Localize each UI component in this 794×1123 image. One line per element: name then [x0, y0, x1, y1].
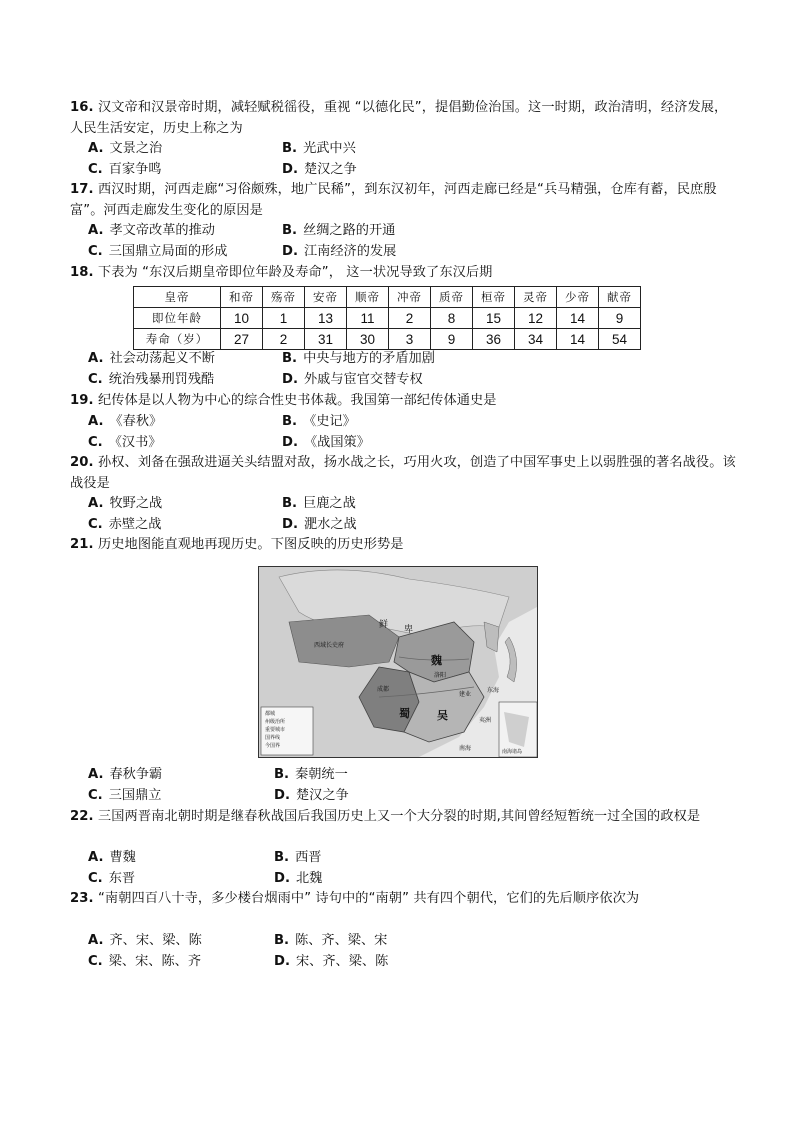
option-b[interactable]: B. 《史记》: [282, 414, 356, 429]
table-cell: 桓帝: [473, 287, 515, 308]
map-label: 蜀: [399, 707, 410, 720]
option-c[interactable]: C. 赤壁之战: [88, 517, 162, 532]
map-label: 夷洲: [479, 717, 492, 724]
option-d[interactable]: D. 楚汉之争: [282, 162, 357, 177]
table-row: [134, 308, 641, 329]
option-c[interactable]: C. 《汉书》: [88, 435, 162, 450]
question-18: [70, 263, 736, 284]
question-number: 18.: [70, 265, 94, 280]
option-b[interactable]: B. 陈、齐、梁、宋: [274, 933, 388, 948]
option-d[interactable]: D. 《战国策》: [282, 435, 370, 450]
row-header: 寿命（岁）: [134, 329, 221, 350]
option-b[interactable]: B. 巨鹿之战: [282, 496, 356, 511]
row-header: 即位年龄: [134, 308, 221, 329]
map-legend: 都城 州级治所 重要城市 国界线 今国界: [265, 711, 286, 749]
question-number: 23.: [70, 891, 94, 906]
table-cell: 36: [473, 329, 515, 350]
table-cell: 冲帝: [389, 287, 431, 308]
question-number: 19.: [70, 393, 94, 408]
table-cell: 2: [263, 329, 305, 350]
question-20: [70, 453, 736, 494]
table-cell: 9: [431, 329, 473, 350]
question-22: [70, 807, 736, 828]
option-c[interactable]: C. 三国鼎立: [88, 788, 162, 803]
question-17: [70, 180, 736, 221]
option-a[interactable]: A. 孝文帝改革的推动: [88, 223, 215, 238]
map-graphic: [259, 567, 537, 757]
table-row: [134, 287, 641, 308]
question-21: [70, 535, 736, 556]
option-d[interactable]: D. 楚汉之争: [274, 788, 349, 803]
question-stem: “南朝四百八十寺，多少楼台烟雨中” 诗句中的“南朝” 共有四个朝代，它们的先后顺序依次为: [97, 891, 640, 906]
table-cell: 10: [221, 308, 263, 329]
map-label: 南海: [459, 745, 472, 752]
table-cell: 12: [515, 308, 557, 329]
question-stem: 汉文帝和汉景帝时期，减轻赋税徭役，重视 “以德化民”，提倡勤俭治国。这一时期，政治清明，经济发展，人民生活安定，历史上称之为: [70, 100, 728, 136]
option-b[interactable]: B. 丝绸之路的开通: [282, 223, 396, 238]
row-header: 皇帝: [134, 287, 221, 308]
option-b[interactable]: B. 西晋: [274, 850, 322, 865]
map-label: 成都: [377, 686, 390, 693]
question-stem: 三国两晋南北朝时期是继春秋战国后我国历史上又一个大分裂的时期,其间曾经短暂统一过全国的政权是: [97, 809, 701, 824]
table-cell: 献帝: [599, 287, 641, 308]
table-cell: 14: [557, 329, 599, 350]
map-label: 洛阳: [434, 672, 447, 679]
option-d[interactable]: D. 外戚与宦官交替专权: [282, 372, 423, 387]
question-23: [70, 889, 736, 910]
option-b[interactable]: B. 中央与地方的矛盾加剧: [282, 351, 435, 366]
map-label: 鲜: [379, 620, 389, 630]
table-cell: 和帝: [221, 287, 263, 308]
option-a[interactable]: A. 《春秋》: [88, 414, 163, 429]
question-number: 20.: [70, 455, 94, 470]
map-label: 南海诸岛: [502, 749, 523, 755]
option-a[interactable]: A. 曹魏: [88, 850, 136, 865]
table-row: [134, 329, 641, 350]
question-number: 17.: [70, 182, 94, 197]
table-cell: 31: [305, 329, 347, 350]
option-d[interactable]: D. 北魏: [274, 871, 323, 886]
table-cell: 30: [347, 329, 389, 350]
option-d[interactable]: D. 江南经济的发展: [282, 244, 397, 259]
map-label: 西域长史府: [314, 642, 345, 649]
question-stem: 下表为 “东汉后期皇帝即位年龄及寿命”， 这一状况导致了东汉后期: [97, 265, 493, 280]
option-a[interactable]: A. 齐、宋、梁、陈: [88, 933, 202, 948]
map-label: 建业: [459, 691, 472, 698]
option-a[interactable]: A. 牧野之战: [88, 496, 163, 511]
table-cell: 8: [431, 308, 473, 329]
table-cell: 34: [515, 329, 557, 350]
option-a[interactable]: A. 社会动荡起义不断: [88, 351, 215, 366]
table-cell: 少帝: [557, 287, 599, 308]
question-number: 16.: [70, 100, 94, 115]
map-label: 吴: [437, 709, 448, 722]
table-cell: 11: [347, 308, 389, 329]
option-b[interactable]: B. 光武中兴: [282, 141, 356, 156]
option-b[interactable]: B. 秦朝统一: [274, 767, 348, 782]
option-d[interactable]: D. 宋、齐、梁、陈: [274, 954, 389, 969]
table-cell: 9: [599, 308, 641, 329]
table-cell: 3: [389, 329, 431, 350]
option-c[interactable]: C. 梁、宋、陈、齐: [88, 954, 202, 969]
table-cell: 安帝: [305, 287, 347, 308]
three-kingdoms-map: [258, 566, 538, 758]
map-label: 东海: [487, 687, 500, 694]
table-cell: 54: [599, 329, 641, 350]
table-cell: 顺帝: [347, 287, 389, 308]
question-19: [70, 391, 736, 412]
option-d[interactable]: D. 淝水之战: [282, 517, 357, 532]
option-c[interactable]: C. 三国鼎立局面的形成: [88, 244, 228, 259]
question-stem: 历史地图能直观地再现历史。下图反映的历史形势是: [97, 537, 404, 552]
table-cell: 14: [557, 308, 599, 329]
question-stem: 纪传体是以人物为中心的综合性史书体裁。我国第一部纪传体通史是: [97, 393, 497, 408]
option-a[interactable]: A. 文景之治: [88, 141, 163, 156]
question-stem: 西汉时期，河西走廊“习俗颇殊，地广民稀”，到东汉初年，河西走廊已经是“兵马精强，仓库有蓄，民庶殷富”。河西走廊发生变化的原因是: [70, 182, 717, 218]
option-c[interactable]: C. 百家争鸣: [88, 162, 162, 177]
table-cell: 灵帝: [515, 287, 557, 308]
table-cell: 15: [473, 308, 515, 329]
emperor-table: [133, 286, 641, 350]
question-number: 21.: [70, 537, 94, 552]
question-stem: 孙权、刘备在强敌进逼关头结盟对敌，扬水战之长，巧用火攻，创造了中国军事史上以弱胜强的著名战役。该战役是: [70, 455, 736, 491]
map-label: 卑: [404, 625, 414, 635]
map-label: 魏: [431, 654, 442, 667]
option-c[interactable]: C. 东晋: [88, 871, 136, 886]
table-cell: 2: [389, 308, 431, 329]
option-a[interactable]: A. 春秋争霸: [88, 767, 163, 782]
table-cell: 13: [305, 308, 347, 329]
table-cell: 1: [263, 308, 305, 329]
question-16: [70, 98, 736, 139]
table-cell: 质帝: [431, 287, 473, 308]
question-number: 22.: [70, 809, 94, 824]
option-c[interactable]: C. 统治残暴刑罚残酷: [88, 372, 215, 387]
table-cell: 27: [221, 329, 263, 350]
table-cell: 殇帝: [263, 287, 305, 308]
